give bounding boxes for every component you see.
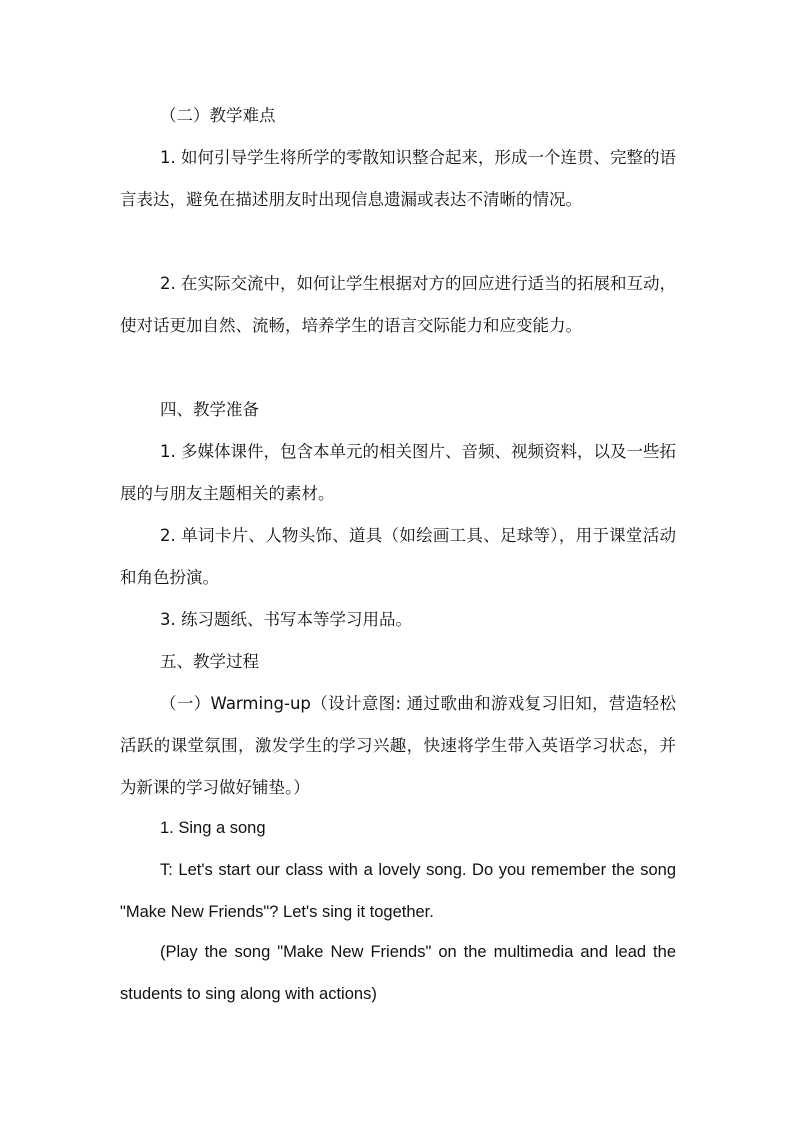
preparation-item-1: 1. 多媒体课件，包含本单元的相关图片、音频、视频资料，以及一些拓展的与朋友主题相关的素材。 bbox=[120, 442, 676, 503]
section-heading-teaching-preparation: 四、教学准备 bbox=[160, 400, 259, 419]
difficulty-item-1: 1. 如何引导学生将所学的零散知识整合起来，形成一个连贯、完整的语言表达，避免在描述朋友时出现信息遗漏或表达不清晰的情况。 bbox=[120, 148, 676, 209]
warming-up-paragraph: （一）Warming-up（设计意图: 通过歌曲和游戏复习旧知，营造轻松活跃的课堂氛围，激发学生的学习兴趣，快速将学生带入英语学习状态，并为新课的学习做好铺垫。） bbox=[120, 694, 676, 797]
stage-direction: (Play the song "Make New Friends" on the multimedia and lead the students to sing along with actions) bbox=[120, 943, 676, 1003]
sing-a-song-heading: 1. Sing a song bbox=[160, 819, 266, 837]
teacher-dialogue: T: Let's start our class with a lovely song. Do you remember the song "Make New Friends"? Let's sing it together. bbox=[120, 861, 676, 921]
preparation-item-3: 3. 练习题纸、书写本等学习用品。 bbox=[160, 610, 412, 629]
preparation-item-2: 2. 单词卡片、人物头饰、道具（如绘画工具、足球等），用于课堂活动和角色扮演。 bbox=[120, 526, 676, 587]
section-heading-teaching-difficulties: （二）教学难点 bbox=[160, 106, 276, 125]
difficulty-item-2: 2. 在实际交流中，如何让学生根据对方的回应进行适当的拓展和互动，使对话更加自然、流畅，培养学生的语言交际能力和应变能力。 bbox=[120, 274, 676, 335]
section-heading-teaching-process: 五、教学过程 bbox=[160, 652, 259, 671]
